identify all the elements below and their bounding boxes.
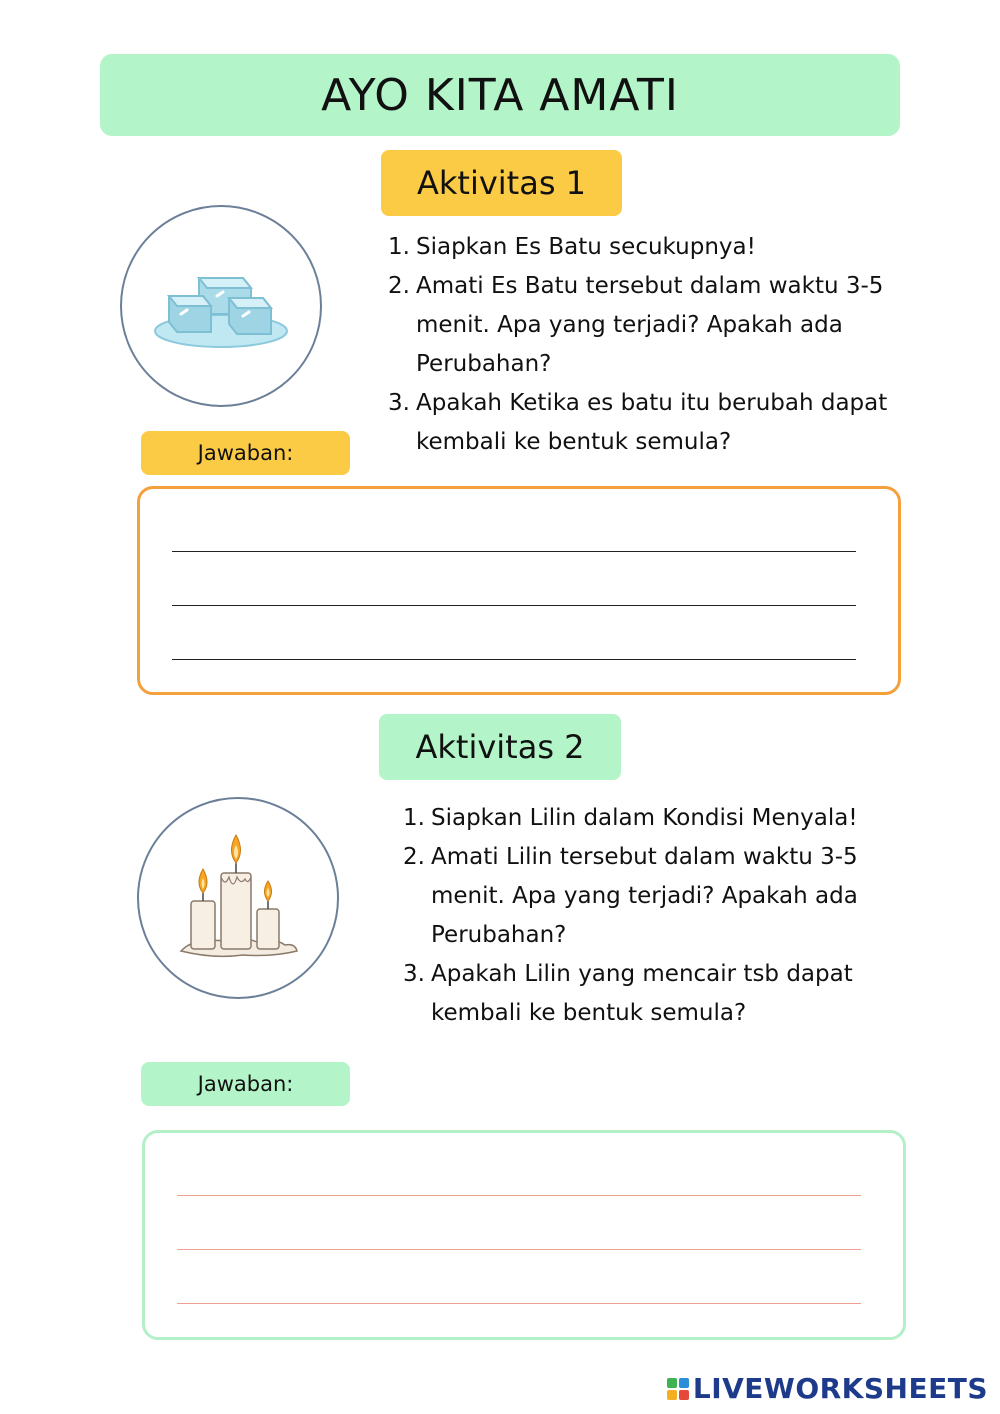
answer-line[interactable] [177, 1249, 861, 1250]
activity-1-steps [388, 228, 948, 462]
footer-brand[interactable] [667, 1372, 988, 1405]
activity-1-label: Aktivitas 1 [381, 150, 622, 216]
activity-2-answer-label: Jawaban: [141, 1062, 350, 1106]
answer-line[interactable] [172, 659, 856, 660]
answer-line[interactable] [172, 605, 856, 606]
list-item: 3. Apakah Ketika es batu itu berubah dapat kembali ke bentuk semula? [388, 390, 888, 455]
title-banner [100, 54, 900, 136]
activity-1-answer-label: Jawaban: [141, 431, 350, 475]
activity-2-image [137, 797, 339, 999]
ice-cubes-icon [151, 256, 291, 356]
page-title: AYO KITA AMATI [321, 69, 679, 121]
activity-2-steps [403, 799, 873, 1033]
answer-line[interactable] [172, 551, 856, 552]
candles-icon [173, 833, 303, 963]
list-item: 2. Amati Es Batu tersebut dalam waktu 3-5 menit. Apa yang terjadi? Apakah ada Perubahan? [388, 273, 884, 377]
liveworksheets-logo-icon [667, 1378, 689, 1400]
activity-2-answer-box[interactable] [142, 1130, 906, 1340]
list-item: 1. Siapkan Lilin dalam Kondisi Menyala! [403, 805, 858, 831]
list-item: 3. Apakah Lilin yang mencair tsb dapat kembali ke bentuk semula? [403, 961, 853, 1026]
answer-line[interactable] [177, 1303, 861, 1304]
list-item: 1. Siapkan Es Batu secukupnya! [388, 234, 756, 260]
activity-1-image [120, 205, 322, 407]
brand-name: LIVEWORKSHEETS [692, 1372, 988, 1405]
activity-2-label: Aktivitas 2 [379, 714, 621, 780]
list-item: 2. Amati Lilin tersebut dalam waktu 3-5 menit. Apa yang terjadi? Apakah ada Perubahan? [403, 844, 858, 948]
answer-line[interactable] [177, 1195, 861, 1196]
activity-1-answer-box[interactable] [137, 486, 901, 695]
